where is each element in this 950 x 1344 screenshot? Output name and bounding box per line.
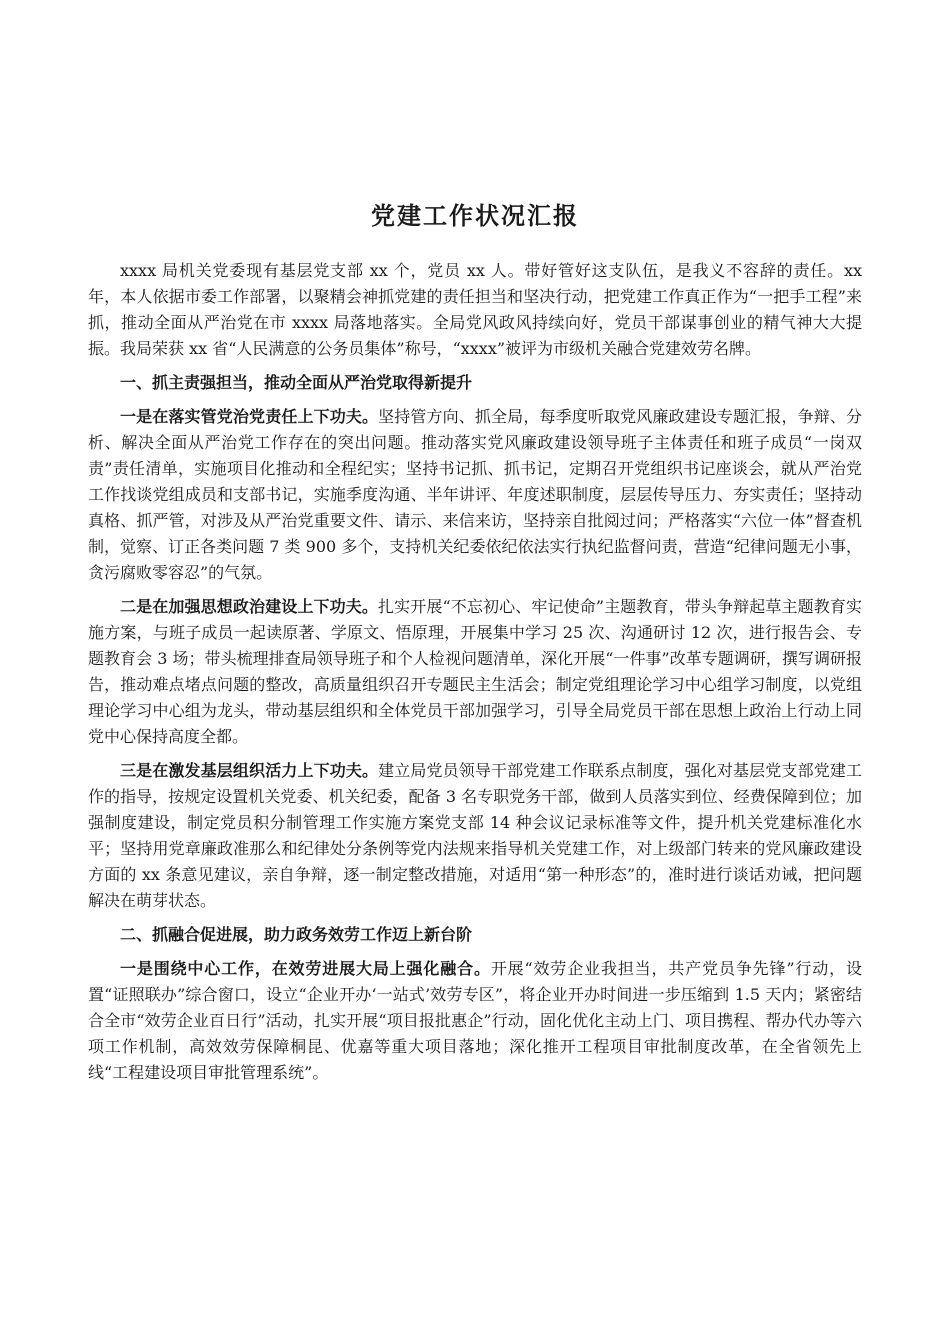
paragraph-body: 扎实开展“不忘初心、牢记使命”主题教育，带头争辩起草主题教育实施方案，与班子成员一起读原著、学原文、悟原理，开展集中学习 25 次、沟通研讨 12 次，进行报告会、专题教育会 3 场；带头梳理排查局领导班子和个人检视问题清单，深化开展“一件事”改革专题调研，撰写调研报告，推动难点堵点问题的整改，高质量组织召开专题民主生活会；制定党组理论学习中心组学习制度，以党组理论学习中心组为龙头，带动基层组织和全体党员干部加强学习，引导全局党员干部在思想上政治上行动上同党中心保持高度全都。 (88, 597, 862, 746)
paragraph-lead: 一是在落实管党治党责任上下功夫。 (120, 407, 379, 426)
paragraph-lead: 三是在激发基层组织活力上下功夫。 (120, 761, 379, 780)
paragraph-lead: 一是围绕中心工作，在效劳进展大局上强化融合。 (120, 959, 491, 978)
section-2-heading: 二、抓融合促进展，助力政务效劳工作迈上新台阶 (120, 925, 473, 944)
document-title: 党建工作状况汇报 (371, 201, 579, 230)
section-1-heading: 一、抓主责强担当，推动全面从严治党取得新提升 (120, 373, 473, 392)
section-1-paragraph-2 (88, 594, 862, 750)
paragraph-body: 坚持管方向、抓全局，每季度听取党风廉政建设专题汇报，争辩、分析、解决全面从严治党工作存在的突出问题。推动落实党风廉政建设领导班子主体责任和班子成员“一岗双责”责任清单，实施项目化推动和全程纪实；坚持书记抓、抓书记，定期召开党组织书记座谈会，就从严治党工作找谈党组成员和支部书记，实施季度沟通、半年讲评、年度述职制度，层层传导压力、夯实责任；坚持动真格、抓严管，对涉及从严治党重要文件、请示、来信来访，坚持亲自批阅过问；严格落实“六位一体”督查机制，觉察、订正各类问题 7 类 900 多个，支持机关纪委依纪依法实行执纪监督问责，营造“纪律问题无小事，贪污腐败零容忍”的气氛。 (88, 407, 862, 582)
paragraph-lead: 二是在加强思想政治建设上下功夫。 (120, 597, 378, 616)
paragraph-body: 开展“效劳企业我担当，共产党员争先锋”行动，设置“证照联办”综合窗口，设立“企业开办‘一站式’效劳专区”，将企业开办时间进一步压缩到 1.5 天内；紧密结合全市“效劳企业百日行”活动，扎实开展“项目报批惠企”行动，固化优化主动上门、项目携程、帮办代办等六项工作机制，高效效劳保障桐昆、优嘉等重大项目落地；深化推开工程项目审批制度改革，在全省领先上线“工程建设项目审批管理系统”。 (88, 959, 862, 1082)
section-1-paragraph-1 (88, 404, 862, 586)
section-2-paragraph-1 (88, 956, 862, 1086)
intro-paragraph: xxxx 局机关党委现有基层党支部 xx 个，党员 xx 人。带好管好这支队伍，是我义不容辞的责任。xx 年，本人依据市委工作部署，以聚精会神抓党建的责任担当和坚决行动，把党建工作真正作为“一把手工程”来抓，推动全面从严治党在市 xxxx 局落地落实。全局党风政风持续向好，党员干部谋事创业的精气神大大提振。我局荣获 xx 省“人民满意的公务员集体”称号，“xxxx”被评为市级机关融合党建效劳名牌。 (88, 261, 862, 358)
section-1-paragraph-3 (88, 758, 862, 914)
paragraph-body: 建立局党员领导干部党建工作联系点制度，强化对基层党支部党建工作的指导，按规定设置机关党委、机关纪委，配备 3 名专职党务干部，做到人员落实到位、经费保障到位；加强制度建设，制定党员积分制管理工作实施方案党支部 14 种会议记录标准等文件，提升机关党建标准化水平；坚持用党章廉政准那么和纪律处分条例等党内法规来指导机关党建工作，对上级部门转来的党风廉政建设方面的 xx 条意见建议，亲自争辩，逐一制定整改措施，对适用“第一种形态”的，准时进行谈话劝诫，把问题解决在萌芽状态。 (88, 761, 862, 910)
